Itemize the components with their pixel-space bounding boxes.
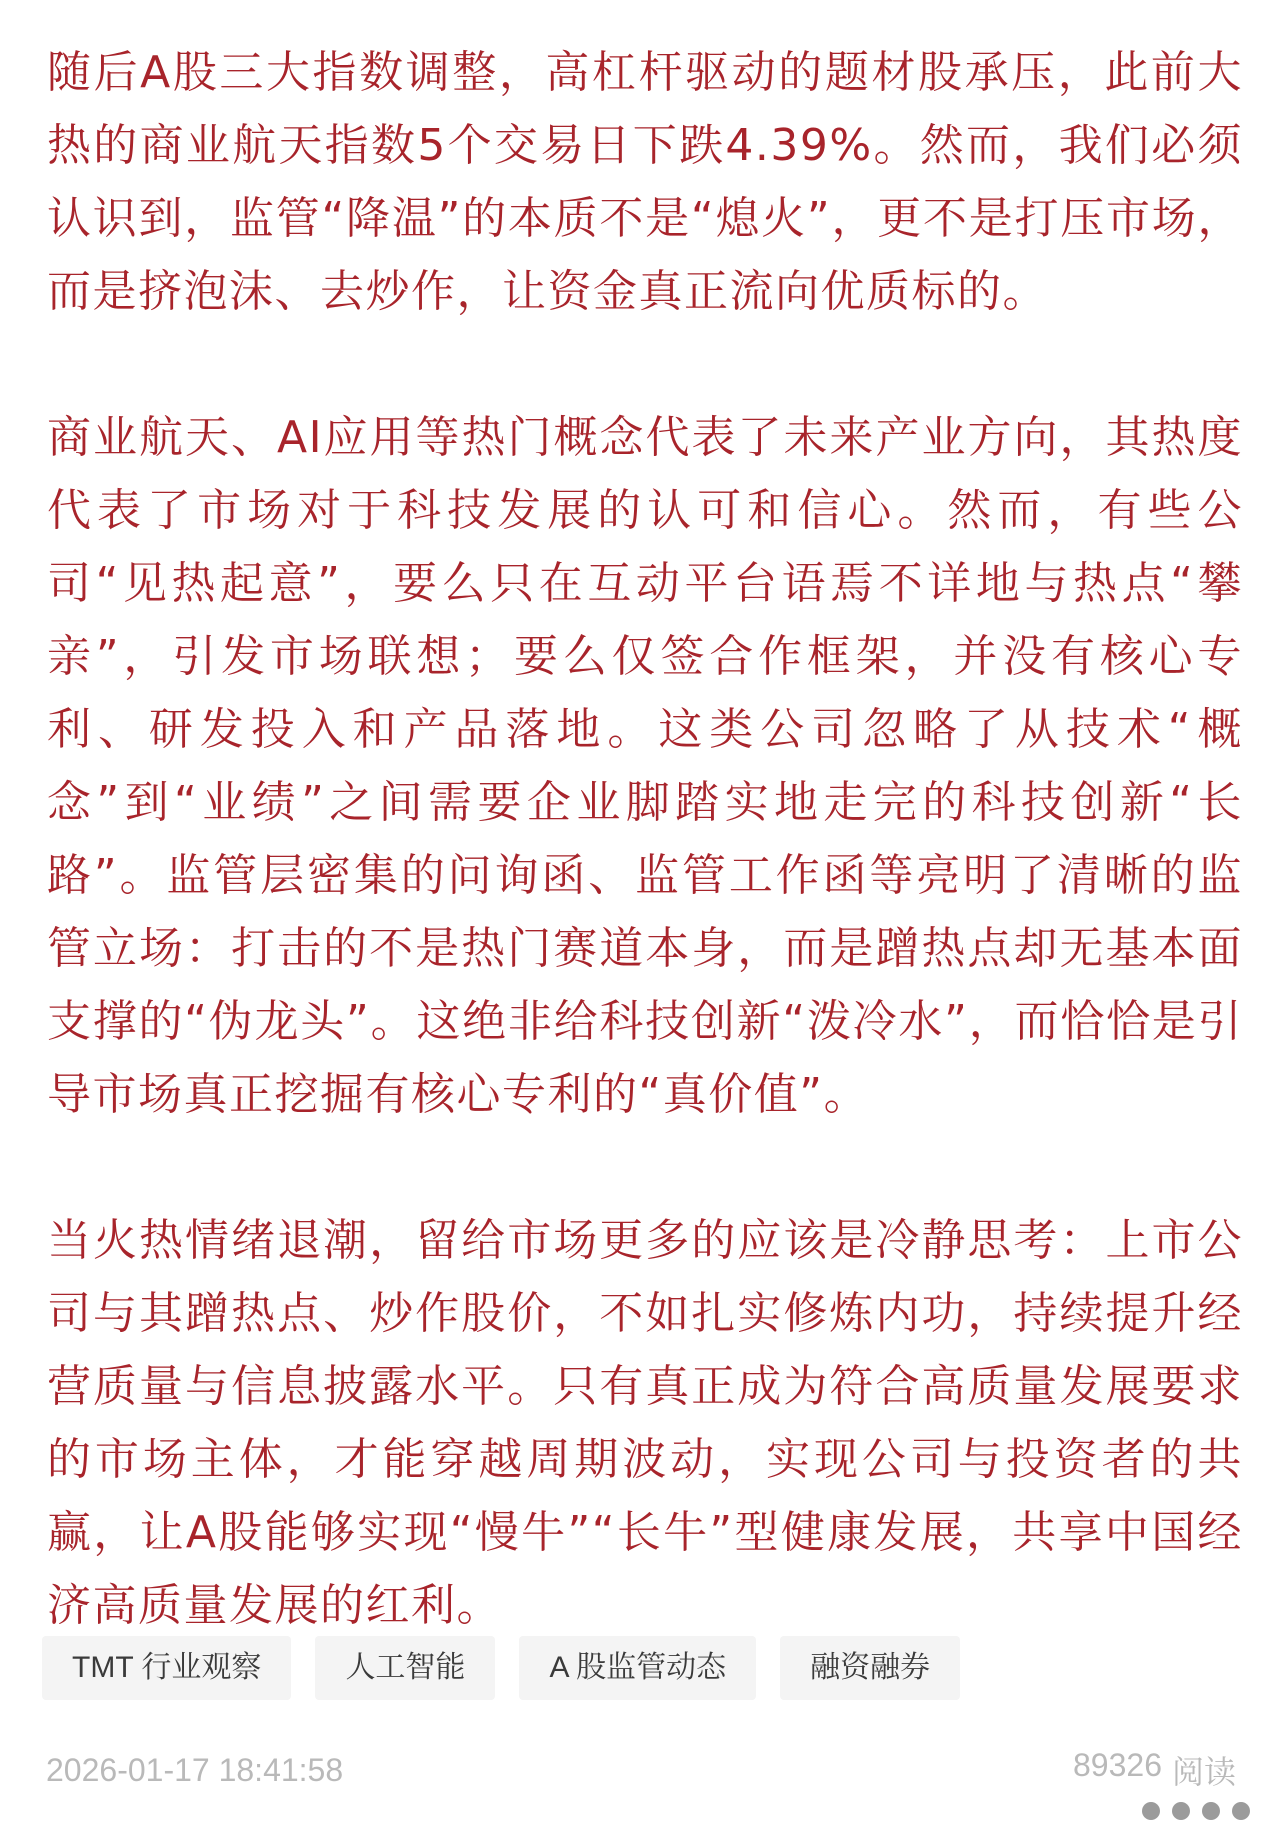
read-count-value: 89326: [1073, 1747, 1162, 1783]
tag-tmt[interactable]: TMT 行业观察: [42, 1636, 291, 1700]
read-count-label: 阅读: [1171, 1754, 1236, 1790]
watermark-dot: [1232, 1802, 1250, 1820]
article-paragraph: 当火热情绪退潮，留给市场更多的应该是冷静思考：上市公司与其蹭热点、炒作股价，不如扎实修炼内功，持续提升经营质量与信息披露水平。只有真正成为符合高质量发展要求的市场主体，才能穿越周期波动，实现公司与投资者的共赢，让A股能够实现“慢牛”“长牛”型健康发展，共享中国经济高质量发展的红利。: [47, 1215, 1243, 1631]
watermark-dot: [1172, 1802, 1190, 1820]
tag-ai[interactable]: 人工智能: [315, 1636, 495, 1700]
watermark-dots-icon: [1142, 1802, 1250, 1820]
tag-margin-trading[interactable]: 融资融券: [780, 1636, 960, 1700]
article-body: [47, 36, 1243, 1642]
article-paragraph: 商业航天、AI应用等热门概念代表了未来产业方向，其热度代表了市场对于科技发展的认可和信心。然而，有些公司“见热起意”，要么只在互动平台语焉不详地与热点“攀亲”，引发市场联想；要么仅签合作框架，并没有核心专利、研发投入和产品落地。这类公司忽略了从技术“概念”到“业绩”之间需要企业脚踏实地走完的科技创新“长路”。监管层密集的问询函、监管工作函等亮明了清晰的监管立场：打击的不是热门赛道本身，而是蹭热点却无基本面支撑的“伪龙头”。这绝非给科技创新“泼冷水”，而恰恰是引导市场真正挖掘有核心专利的“真价值”。: [47, 412, 1243, 1120]
article-paragraph: 随后A股三大指数调整，高杠杆驱动的题材股承压，此前大热的商业航天指数5个交易日下跌4.39%。然而，我们必须认识到，监管“降温”的本质不是“熄火”，更不是打压市场，而是挤泡沫、去炒作，让资金真正流向优质标的。: [47, 47, 1243, 317]
read-count: [1073, 1747, 1236, 1793]
publish-timestamp: 2026-01-17 18:41:58: [46, 1751, 344, 1788]
topic-tags: [42, 1636, 960, 1700]
watermark-dot: [1142, 1802, 1160, 1820]
article-meta: [46, 1746, 1236, 1794]
watermark-dot: [1202, 1802, 1220, 1820]
tag-a-share-regulation[interactable]: A 股监管动态: [519, 1636, 756, 1700]
